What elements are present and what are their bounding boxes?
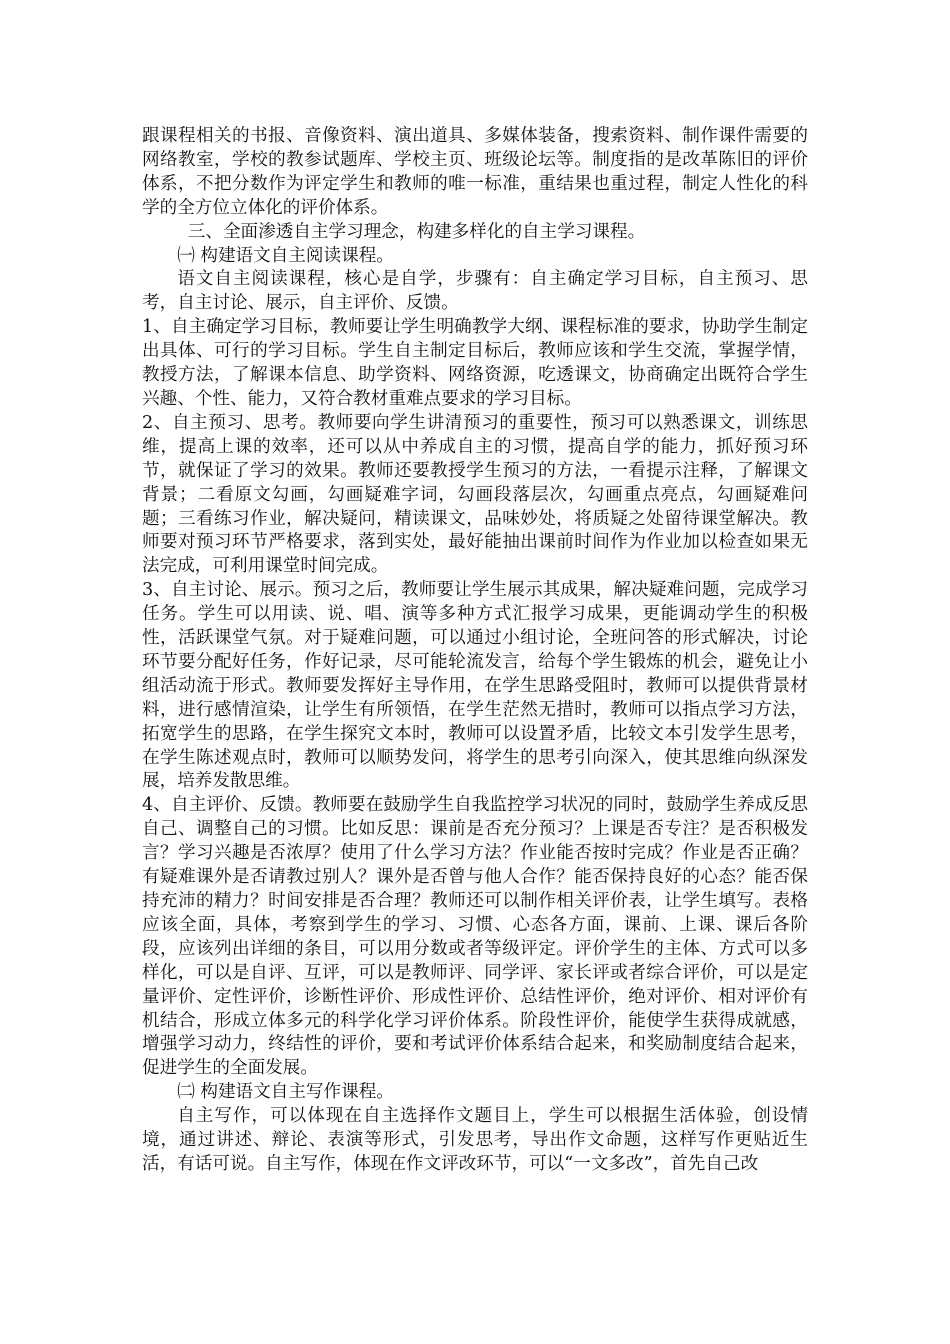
body-paragraph-writing-intro: 自主写作，可以体现在自主选择作文题目上，学生可以根据生活体验，创设情境，通过讲述、辩论、表演等形式，引发思考，导出作文命题，这样写作更贴近生活，有话可说。自主写作，体现在作文评改环节，可以“一文多改”，首先自己改 — [142, 1106, 808, 1174]
list-item-2-preview: 2、自主预习、思考。教师要向学生讲清预习的重要性，预习可以熟悉课文，训练思维，提高上课的效率，还可以从中养成自主的习惯，提高自学的能力，抓好预习环节，就保证了学习的效果。教师还要教授学生预习的方法，一看提示注释，了解课文背景；二看原文勾画，勾画疑难字词，勾画段落层次，勾画重点亮点，勾画疑难问题；三看练习作业，解决疑问，精读课文，品味妙处，将质疑之处留待课堂解决。教师要对预习环节严格要求，落到实处，最好能抽出课前时间作为作业加以检查如果无法完成，可利用课堂时间完成。 — [142, 412, 808, 577]
subsection-heading-reading: ㈠ 构建语文自主阅读课程。 — [177, 245, 394, 266]
body-paragraph-reading-intro: 语文自主阅读课程，核心是自学，步骤有：自主确定学习目标，自主预习、思考，自主讨论、展示，自主评价、反馈。 — [142, 269, 808, 314]
body-paragraph-continued: 跟课程相关的书报、音像资料、演出道具、多媒体装备，搜索资料、制作课件需要的网络教室，学校的教参试题库、学校主页、班级论坛等。制度指的是改革陈旧的评价体系，不把分数作为评定学生和教师的唯一标准，重结果也重过程，制定人性化的科学的全方位立体化的评价体系。 — [142, 126, 808, 218]
section-heading-three: 三、全面渗透自主学习理念，构建多样化的自主学习课程。 — [187, 221, 646, 242]
subsection-heading-writing: ㈡ 构建语文自主写作课程。 — [177, 1082, 394, 1103]
document-page — [142, 125, 808, 1177]
list-item-4-evaluation: 4、自主评价、反馈。教师要在鼓励学生自我监控学习状况的同时，鼓励学生养成反思自己、调整自己的习惯。比如反思：课前是否充分预习？上课是否专注？是否积极发言？学习兴趣是否浓厚？使用了什么学习方法？作业能否按时完成？作业是否正确？有疑难课外是否请教过别人？课外是否曾与他人合作？能否保持良好的心态？能否保持充沛的精力？时间安排是否合理？教师还可以制作相关评价表，让学生填写。表格应该全面，具体，考察到学生的学习、习惯、心态各方面，课前、上课、课后各阶段，应该列出详细的条目，可以用分数或者等级评定。评价学生的主体、方式可以多样化，可以是自评、互评，可以是教师评、同学评、家长评或者综合评价，可以是定量评价、定性评价，诊断性评价、形成性评价、总结性评价，绝对评价、相对评价有机结合，形成立体多元的科学化学习评价体系。阶段性评价，能使学生获得成就感，增强学习动力，终结性的评价，要和考试评价体系结合起来，和奖励制度结合起来，促进学生的全面发展。 — [142, 795, 808, 1079]
list-item-1-goals: 1、自主确定学习目标，教师要让学生明确教学大纲、课程标准的要求，协助学生制定出具体、可行的学习目标。学生自主制定目标后，教师应该和学生交流，掌握学情，教授方法，了解课本信息、助学资料、网络资源，吃透课文，协商确定出既符合学生兴趣、个性、能力，又符合教材重难点要求的学习目标。 — [142, 317, 808, 409]
list-item-3-discussion: 3、自主讨论、展示。预习之后，教师要让学生展示其成果，解决疑难问题，完成学习任务。学生可以用读、说、唱、演等多种方式汇报学习成果，更能调动学生的积极性，活跃课堂气氛。对于疑难问题，可以通过小组讨论，全班问答的形式解决，讨论环节要分配好任务，作好记录，尽可能轮流发言，给每个学生锻炼的机会，避免让小组活动流于形式。教师要发挥好主导作用，在学生思路受阻时，教师可以提供背景材料，进行感情渲染，让学生有所领悟，在学生茫然无措时，教师可以指点学习方法，拓宽学生的思路，在学生探究文本时，教师可以设置矛盾，比较文本引发学生思考，在学生陈述观点时，教师可以顺势发问，将学生的思考引向深入，使其思维向纵深发展，培养发散思维。 — [142, 580, 808, 792]
